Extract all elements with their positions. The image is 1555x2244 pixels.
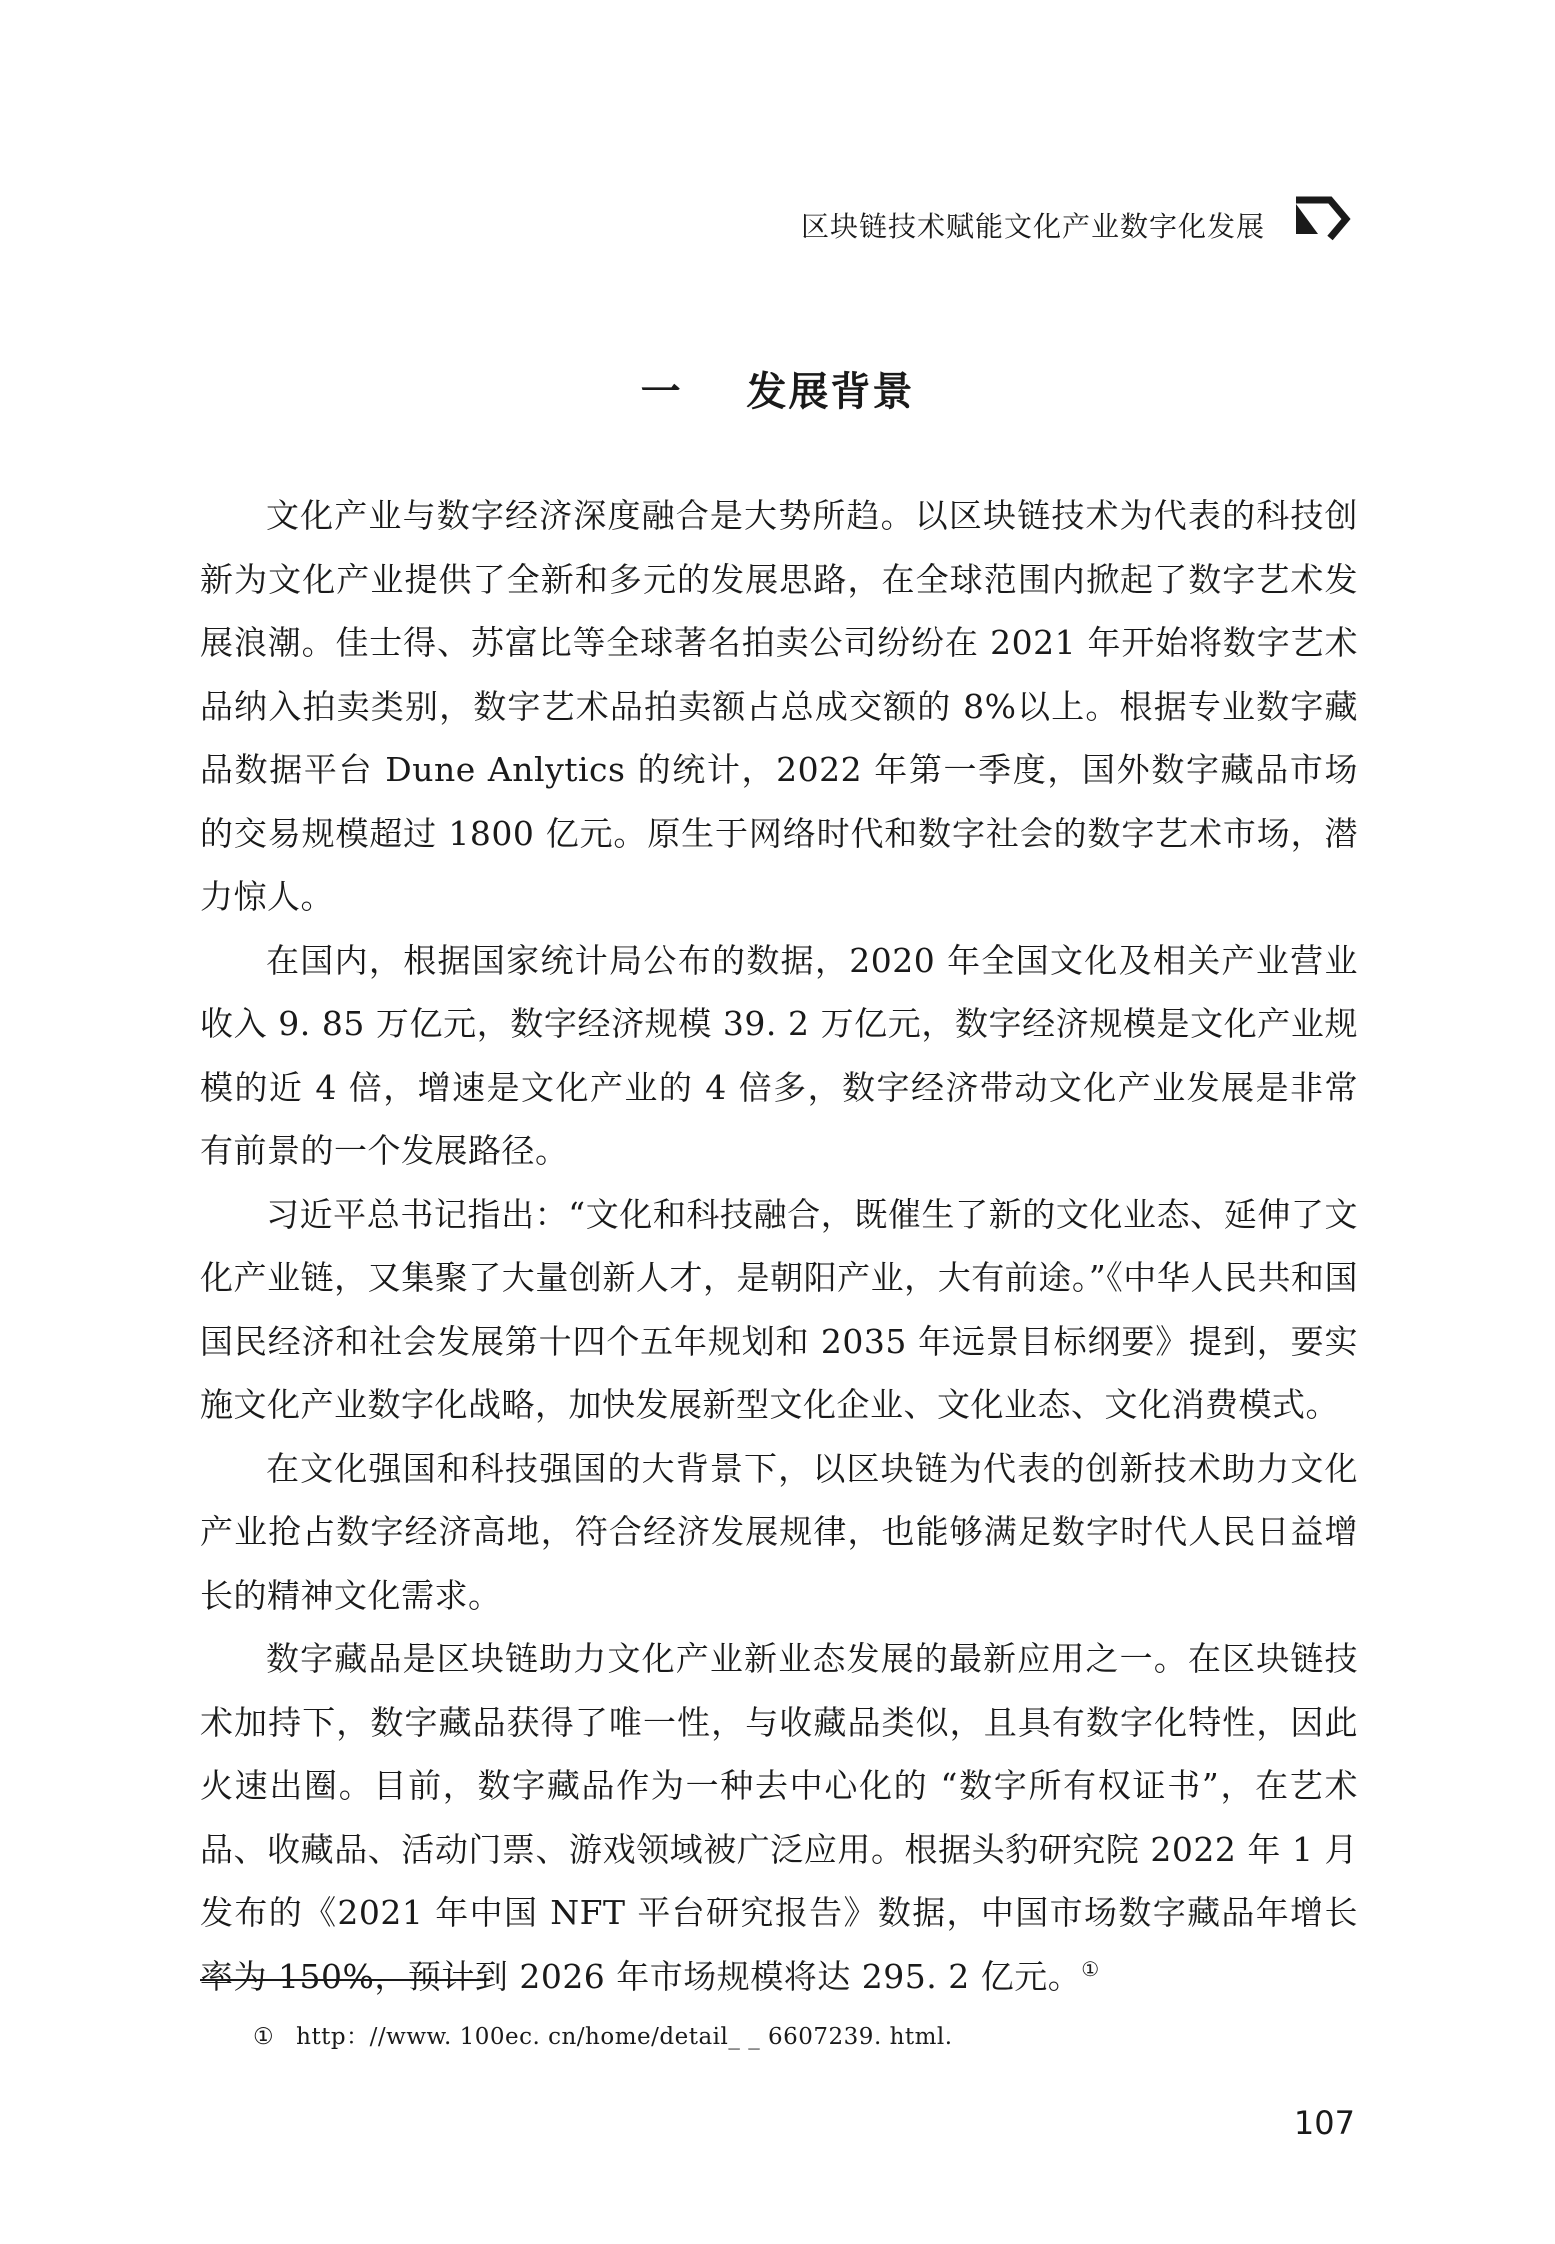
- paragraph-5-text: 数字藏品是区块链助力文化产业新业态发展的最新应用之一。在区块链技术加持下，数字藏品获得了唯一性，与收藏品类似，且具有数字化特性，因此火速出圈。目前，数字藏品作为一种去中心化的 “数字所有权证书”，在艺术品、收藏品、活动门票、游戏领域被广泛应用。根据头豹研究院 2022 年 1 月发布的《2021 年中国 NFT 平台研究报告》数据，中国市场数字藏品年增长率为 150%，预计到 2026 年市场规模将达 295. 2 亿元。: [200, 1639, 1358, 1996]
- footnote-reference[interactable]: ①: [1081, 1956, 1100, 1981]
- footnote-mark: ①: [253, 2024, 275, 2050]
- paragraph-1: 文化产业与数字经济深度融合是大势所趋。以区块链技术为代表的科技创新为文化产业提供了全新和多元的发展思路，在全球范围内掀起了数字艺术发展浪潮。佳士得、苏富比等全球著名拍卖公司纷纷在 2021 年开始将数字艺术品纳入拍卖类别，数字艺术品拍卖额占总成交额的 8%以上。根据专业数字藏品数据平台 Dune Anlytics 的统计，2022 年第一季度，国外数字藏品市场的交易规模超过 1800 亿元。原生于网络时代和数字社会的数字艺术市场，潜力惊人。: [200, 496, 1358, 916]
- paragraph-4: 在文化强国和科技强国的大背景下，以区块链为代表的创新技术助力文化产业抢占数字经济高地，符合经济发展规律，也能够满足数字时代人民日益增长的精神文化需求。: [200, 1448, 1358, 1615]
- footnote-divider: [200, 1979, 490, 1981]
- section-number: 一: [640, 368, 683, 415]
- running-header: 区块链技术赋能文化产业数字化发展: [800, 210, 1265, 243]
- page-number: 107: [1293, 2104, 1355, 2142]
- section-title: [0, 360, 1555, 417]
- arrow-chevron-icon: [1290, 188, 1362, 248]
- section-heading: 发展背景: [746, 368, 915, 415]
- paragraph-3: 习近平总书记指出：“文化和科技融合，既催生了新的文化业态、延伸了文化产业链，又集聚了大量创新人才，是朝阳产业，大有前途。”《中华人民共和国国民经济和社会发展第十四个五年规划和 2035 年远景目标纲要》提到，要实施文化产业数字化战略，加快发展新型文化企业、文化业态、文化消费模式。: [200, 1194, 1358, 1424]
- paragraph-5: [200, 1627, 1358, 2008]
- body-text: [200, 484, 1358, 2008]
- footnote-link[interactable]: http：//www. 100ec. cn/home/detail_ _ 6607239. html.: [296, 2024, 953, 2050]
- footnote: [253, 2018, 953, 2051]
- paragraph-2: 在国内，根据国家统计局公布的数据，2020 年全国文化及相关产业营业收入 9. 85 万亿元，数字经济规模 39. 2 万亿元，数字经济规模是文化产业规模的近 4 倍，增速是文化产业的 4 倍多，数字经济带动文化产业发展是非常有前景的一个发展路径。: [200, 940, 1358, 1170]
